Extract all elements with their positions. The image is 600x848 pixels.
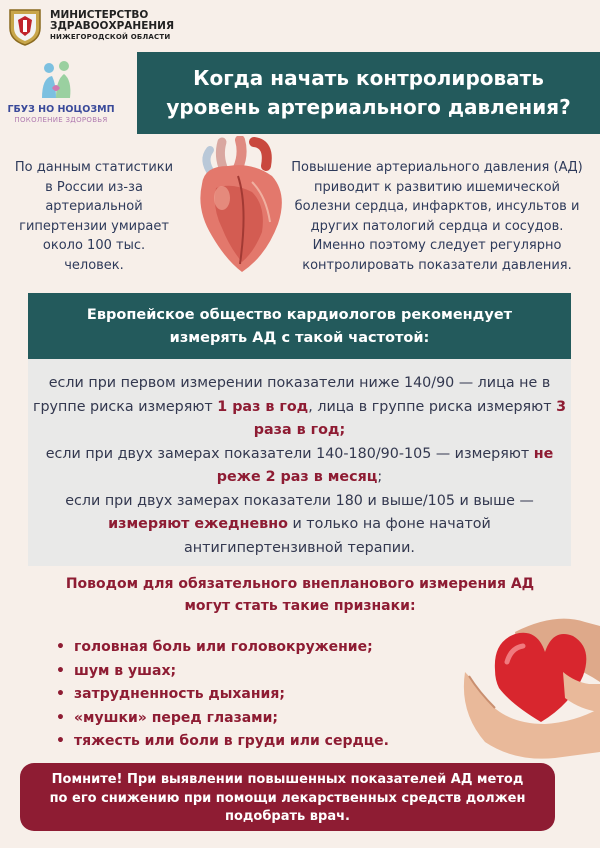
gbuz-name (6, 104, 116, 126)
list-item (52, 730, 389, 754)
recommendation-header (28, 293, 571, 359)
bullet-icon: • (56, 733, 65, 749)
recommendation-paragraph-3 (32, 490, 567, 561)
recommendation-title-line-2: измерять АД с такой частотой: (169, 330, 430, 346)
list-item-text: головная боль или головокружение; (74, 639, 373, 655)
recommendation-text (32, 372, 567, 560)
bullet-icon: • (56, 662, 65, 679)
ministry-line-2: ЗДРАВООХРАНЕНИЯ (50, 20, 175, 32)
info-line: болезни сердца, инфарктов, инсультов и (294, 199, 580, 214)
list-item (52, 636, 389, 660)
list-item-text: затрудненность дыхания; (74, 686, 285, 702)
title-line-2: уровень артериального давления? (166, 95, 571, 119)
statistics-line: человек. (64, 257, 124, 273)
highlight-three-times-a-year: 3 раза в год; (253, 398, 567, 438)
reminder-line-1: Помните! При выявлении повышенных показателей АД метод (51, 772, 524, 787)
recommendation-title (28, 304, 571, 350)
list-item-text: тяжесть или боли в груди или сердце. (74, 733, 389, 749)
signs-title (30, 573, 570, 617)
reminder-text (26, 771, 549, 827)
recommendation-title-line-1: Европейское общество кардиологов рекомендует (86, 307, 513, 323)
bullet-icon: • (56, 639, 65, 655)
statistics-line: артериальной (45, 199, 143, 214)
gbuz-logo (34, 58, 78, 102)
gbuz-title: ГБУЗ НО НОЦОЗМП (7, 104, 115, 115)
statistics-line: около 100 тыс. (42, 238, 146, 253)
list-item-text: шум в ушах; (74, 662, 177, 679)
highlight-daily: измеряют ежедневно (108, 516, 288, 532)
recommendation-paragraph-1 (32, 372, 567, 443)
list-item (52, 707, 389, 731)
ministry-line-3: НИЖЕГОРОДСКОЙ ОБЛАСТИ (50, 33, 171, 41)
reminder-banner (20, 763, 555, 831)
statistics-line: в России из-за (45, 179, 143, 195)
hypertension-info-text (283, 158, 591, 275)
ministry-line-1: МИНИСТЕРСТВО (50, 9, 149, 21)
highlight-twice-a-month: не реже 2 раз в месяц (216, 445, 554, 485)
text-span: и только на фоне начатой антигипертензивной терапии. (184, 516, 491, 556)
text-span: если при первом измерении показатели ниже 140/90 — лица не в группе риска измеряют (32, 375, 551, 415)
title-line-1: Когда начать контролировать (193, 66, 544, 90)
list-item-text: «мушки» перед глазами; (74, 709, 279, 726)
info-line: других патологий сердца и сосудов. (310, 218, 564, 234)
reminder-line-3: подобрать врач. (225, 809, 350, 824)
bullet-icon: • (56, 686, 65, 702)
bullet-icon: • (56, 709, 65, 726)
text-span: , лица в группе риска измеряют (308, 398, 557, 415)
ministry-name (50, 10, 174, 43)
gbuz-slogan: ПОКОЛЕНИЕ ЗДОРОВЬЯ (14, 116, 108, 124)
info-line: контролировать показатели давления. (302, 257, 572, 273)
list-item (52, 660, 389, 684)
reminder-line-2: по его снижению при помощи лекарственных средств должен (49, 790, 526, 806)
recommendation-paragraph-2 (32, 443, 567, 490)
text-span: ; (377, 469, 383, 485)
signs-title-line-2: могут стать такие признаки: (184, 598, 416, 614)
statistics-text (10, 158, 178, 275)
hands-holding-heart-icon (455, 612, 600, 762)
page-title (137, 64, 600, 122)
title-banner (137, 52, 600, 134)
signs-title-line-1: Поводом для обязательного внепланового измерения АД (65, 576, 535, 592)
text-span: если при двух замерах показатели 140-180/90-105 — измеряют (45, 445, 534, 462)
list-item (52, 683, 389, 707)
statistics-line: гипертензии умирает (19, 218, 169, 234)
statistics-line: По данным статистики (14, 160, 174, 175)
info-line: Повышение артериального давления (АД) (291, 160, 583, 175)
recommendation-panel (28, 359, 571, 566)
text-span: если при двух замерах показатели 180 и выше/105 и выше — (65, 492, 534, 509)
highlight-once-a-year: 1 раз в год (217, 398, 309, 415)
info-line: Именно поэтому следует регулярно (312, 238, 562, 253)
anatomical-heart-icon (182, 136, 294, 276)
coat-of-arms-logo (6, 6, 44, 46)
info-line: приводит к развитию ишемической (314, 179, 560, 195)
signs-list (52, 636, 389, 754)
